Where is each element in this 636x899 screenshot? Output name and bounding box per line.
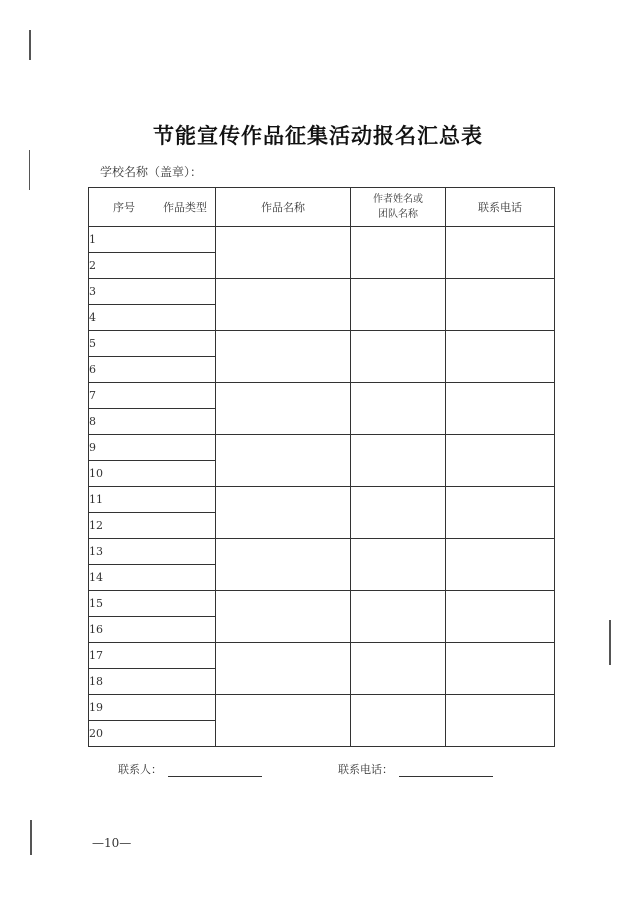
table-row	[89, 331, 555, 357]
row-number: 1	[89, 227, 216, 253]
header-author	[351, 188, 446, 227]
table-header-row	[89, 188, 555, 227]
phone-cell[interactable]	[446, 539, 555, 591]
type-name-cell[interactable]	[216, 643, 351, 695]
row-number: 9	[89, 435, 216, 461]
type-name-cell[interactable]	[216, 227, 351, 279]
author-cell[interactable]	[351, 383, 446, 435]
phone-cell[interactable]	[446, 227, 555, 279]
row-number: 2	[89, 253, 216, 279]
row-number: 3	[89, 279, 216, 305]
header-index-type	[89, 188, 216, 227]
author-cell[interactable]	[351, 487, 446, 539]
phone-cell[interactable]	[446, 695, 555, 747]
author-cell[interactable]	[351, 331, 446, 383]
table-row	[89, 435, 555, 461]
type-name-cell[interactable]	[216, 435, 351, 487]
row-number: 11	[89, 487, 216, 513]
contact-phone-line	[399, 764, 493, 777]
phone-cell[interactable]	[446, 643, 555, 695]
author-cell[interactable]	[351, 591, 446, 643]
binding-mark-bottom	[30, 820, 32, 855]
contact-phone-label: 联系电话：	[338, 763, 393, 776]
row-number: 5	[89, 331, 216, 357]
row-number: 16	[89, 617, 216, 643]
author-cell[interactable]	[351, 435, 446, 487]
row-number: 13	[89, 539, 216, 565]
header-index: 序号	[113, 201, 135, 214]
row-number: 14	[89, 565, 216, 591]
phone-cell[interactable]	[446, 487, 555, 539]
contact-person-field	[118, 761, 262, 777]
row-number: 18	[89, 669, 216, 695]
table-row	[89, 695, 555, 721]
contact-phone-field	[338, 761, 493, 777]
binding-mark-right	[609, 620, 611, 665]
author-cell[interactable]	[351, 279, 446, 331]
phone-cell[interactable]	[446, 435, 555, 487]
row-number: 4	[89, 305, 216, 331]
row-number: 10	[89, 461, 216, 487]
table-row	[89, 539, 555, 565]
phone-cell[interactable]	[446, 383, 555, 435]
school-name-label: 学校名称（盖章）：	[100, 165, 203, 179]
page-number: —10—	[92, 836, 132, 850]
type-name-cell[interactable]	[216, 279, 351, 331]
author-cell[interactable]	[351, 227, 446, 279]
author-cell[interactable]	[351, 643, 446, 695]
type-name-cell[interactable]	[216, 487, 351, 539]
row-number: 15	[89, 591, 216, 617]
row-number: 6	[89, 357, 216, 383]
table-row	[89, 227, 555, 253]
phone-cell[interactable]	[446, 279, 555, 331]
table-row	[89, 591, 555, 617]
row-number: 12	[89, 513, 216, 539]
table-row	[89, 643, 555, 669]
type-name-cell[interactable]	[216, 695, 351, 747]
row-number: 7	[89, 383, 216, 409]
header-work-name: 作品名称	[216, 188, 351, 227]
header-author-line2: 团队名称	[378, 209, 418, 220]
header-phone: 联系电话	[446, 188, 555, 227]
row-number: 8	[89, 409, 216, 435]
header-type: 作品类型	[163, 201, 207, 214]
row-number: 19	[89, 695, 216, 721]
table-row	[89, 487, 555, 513]
type-name-cell[interactable]	[216, 383, 351, 435]
table-row	[89, 279, 555, 305]
author-cell[interactable]	[351, 695, 446, 747]
table-row	[89, 383, 555, 409]
phone-cell[interactable]	[446, 331, 555, 383]
binding-mark-top	[29, 30, 31, 60]
phone-cell[interactable]	[446, 591, 555, 643]
row-number: 17	[89, 643, 216, 669]
binding-mark-mid	[29, 150, 30, 190]
type-name-cell[interactable]	[216, 591, 351, 643]
registration-table	[88, 187, 555, 747]
contact-person-label: 联系人：	[118, 763, 162, 776]
row-number: 20	[89, 721, 216, 747]
author-cell[interactable]	[351, 539, 446, 591]
header-author-line1: 作者姓名或	[373, 194, 423, 205]
page-title: 节能宣传作品征集活动报名汇总表	[153, 124, 483, 148]
contact-person-line	[168, 764, 262, 777]
type-name-cell[interactable]	[216, 539, 351, 591]
type-name-cell[interactable]	[216, 331, 351, 383]
